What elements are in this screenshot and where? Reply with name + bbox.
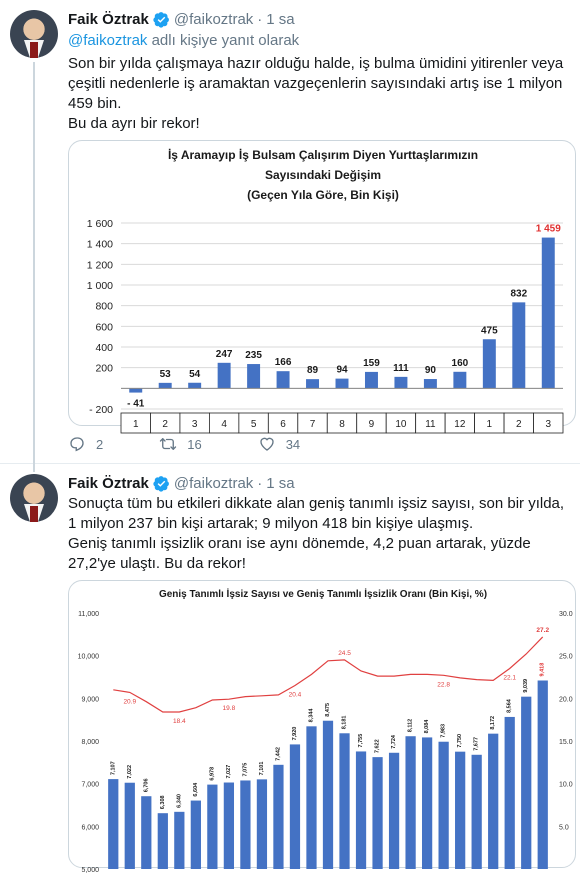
bar bbox=[372, 757, 382, 869]
bar bbox=[405, 736, 415, 869]
y-tick-label: 800 bbox=[95, 300, 113, 313]
bar-value-label: 7,755 bbox=[358, 733, 365, 748]
bar-value-label: 7,750 bbox=[457, 733, 464, 748]
bar-value-label: 8,172 bbox=[490, 715, 497, 730]
x-tick-label: 5 bbox=[250, 419, 257, 430]
bar bbox=[424, 379, 437, 388]
chart-title: Sayısındaki Değişim bbox=[264, 168, 382, 182]
x-tick-label: 9 bbox=[368, 419, 375, 430]
bar bbox=[174, 812, 184, 869]
bar-value-label: 6,308 bbox=[159, 795, 166, 810]
bar bbox=[365, 372, 378, 388]
y-left-tick-label: 7,000 bbox=[81, 781, 99, 789]
y-tick-label: 1 000 bbox=[86, 280, 113, 292]
bar-value-label: 8,344 bbox=[308, 708, 315, 723]
bar-line-chart bbox=[69, 581, 577, 874]
bar-value-label: 7,101 bbox=[258, 761, 265, 776]
data-label: 832 bbox=[510, 288, 528, 300]
y-tick-label: - 200 bbox=[89, 404, 113, 416]
bar bbox=[394, 377, 407, 388]
reply-mention[interactable]: @faikoztrak bbox=[68, 32, 148, 49]
rate-label: 22.1 bbox=[503, 674, 517, 682]
bar bbox=[422, 737, 432, 869]
tweet-header bbox=[68, 473, 295, 493]
tweet-header bbox=[68, 9, 295, 29]
x-tick-label: 10 bbox=[395, 419, 407, 430]
bar bbox=[277, 371, 290, 388]
avatar[interactable] bbox=[10, 474, 58, 522]
y-right-tick-label: 20.0 bbox=[559, 696, 573, 704]
retweet-count: 16 bbox=[187, 436, 202, 452]
y-tick-label: 400 bbox=[95, 342, 113, 354]
y-tick-label: 200 bbox=[95, 362, 113, 375]
bar-value-label: 8,112 bbox=[407, 718, 414, 733]
y-left-tick-label: 10,000 bbox=[77, 653, 99, 661]
tweet-text bbox=[68, 494, 574, 574]
media-image[interactable] bbox=[68, 580, 576, 874]
bar bbox=[224, 783, 234, 869]
y-right-tick-label: 25.0 bbox=[559, 653, 573, 661]
bar bbox=[521, 697, 531, 869]
bar bbox=[323, 721, 333, 869]
bar bbox=[158, 813, 168, 869]
bar bbox=[472, 755, 482, 869]
bar bbox=[306, 726, 316, 869]
verified-badge-icon bbox=[153, 475, 170, 492]
bar bbox=[188, 383, 201, 389]
data-label: 89 bbox=[306, 365, 319, 377]
bar-value-label: 7,107 bbox=[110, 761, 117, 776]
tweet-text bbox=[68, 54, 574, 134]
y-tick-label: 1 200 bbox=[86, 259, 113, 272]
bar bbox=[356, 751, 366, 869]
x-tick-label: 7 bbox=[309, 419, 316, 430]
rate-label: 24.5 bbox=[338, 649, 351, 657]
chart-title: İş Aramayıp İş Bulsam Çalışırım Diyen Yurttaşlarımızın bbox=[167, 148, 479, 162]
reply-count: 2 bbox=[96, 436, 104, 452]
bar-value-label: 9,039 bbox=[523, 678, 530, 693]
data-label: - 41 bbox=[127, 398, 145, 410]
rate-label: 20.9 bbox=[123, 698, 137, 706]
tweet[interactable] bbox=[0, 464, 580, 874]
bar bbox=[273, 765, 283, 869]
bar-value-label: 7,983 bbox=[440, 723, 447, 738]
bar-value-label: 6,604 bbox=[192, 782, 199, 797]
chart-title: (Geçen Yıla Göre, Bin Kişi) bbox=[247, 188, 399, 202]
x-tick-label: 4 bbox=[221, 419, 227, 430]
rate-line bbox=[113, 637, 542, 712]
bar bbox=[488, 734, 498, 869]
y-left-tick-label: 11,000 bbox=[78, 611, 99, 618]
bar bbox=[339, 733, 349, 869]
bar bbox=[336, 379, 349, 389]
reply-context bbox=[68, 32, 299, 49]
y-left-tick-label: 6,000 bbox=[81, 824, 99, 832]
author-name[interactable]: Faik Öztrak bbox=[68, 10, 149, 28]
rate-label: 22.8 bbox=[437, 681, 450, 689]
bar-chart bbox=[69, 141, 577, 430]
separator-dot: · bbox=[257, 474, 263, 492]
bar bbox=[207, 785, 217, 869]
x-tick-label: 1 bbox=[132, 419, 139, 430]
bar-value-label: 8,181 bbox=[341, 715, 348, 730]
data-label: 111 bbox=[393, 362, 409, 374]
data-label: 247 bbox=[215, 348, 233, 360]
rate-label: 27.2 bbox=[536, 626, 550, 634]
x-tick-label: 2 bbox=[162, 419, 168, 430]
bar bbox=[257, 779, 267, 869]
bar bbox=[453, 372, 466, 389]
bar bbox=[538, 680, 548, 869]
x-tick-label: 12 bbox=[454, 419, 466, 430]
x-tick-label: 8 bbox=[339, 419, 345, 430]
data-label: 475 bbox=[480, 325, 498, 337]
verified-badge-icon bbox=[153, 11, 170, 28]
bar-value-label: 7,920 bbox=[291, 726, 298, 741]
bar-value-label: 7,622 bbox=[374, 739, 381, 754]
tweet-paragraph: Son bir yılda çalışmaya hazır olduğu halde, iş bulma ümidini yitirenler veya çeşitli nedenlerle iş aramaktan vazgeçenlerin sayısındaki artış ise 1 milyon 459 bin. bbox=[68, 55, 564, 112]
y-tick-label: 600 bbox=[95, 321, 113, 334]
bar-value-label: 8,564 bbox=[506, 699, 513, 713]
retweet-button[interactable] bbox=[159, 435, 201, 453]
bar bbox=[306, 379, 319, 388]
data-label: 159 bbox=[363, 357, 380, 369]
tweet-paragraph: Bu da ayrı bir rekor! bbox=[68, 115, 200, 132]
bar bbox=[439, 742, 449, 869]
y-left-tick-label: 9,000 bbox=[81, 696, 99, 704]
y-right-tick-label: 5.0 bbox=[559, 824, 569, 832]
bar bbox=[191, 801, 201, 869]
y-left-tick-label: 8,000 bbox=[81, 739, 99, 746]
y-right-tick-label: 30.0 bbox=[559, 611, 573, 618]
bar bbox=[141, 796, 151, 869]
thread-line bbox=[33, 62, 35, 472]
rate-label: 20.4 bbox=[288, 691, 302, 699]
bar bbox=[512, 302, 525, 388]
chart-title: Geniş Tanımlı İşsiz Sayısı ve Geniş Tanımlı İşsizlik Oranı (Bin Kişi, %) bbox=[158, 589, 488, 600]
bar-value-label: 6,340 bbox=[176, 794, 183, 808]
bar bbox=[247, 364, 260, 388]
bar bbox=[240, 780, 250, 869]
tweet-time[interactable]: 1 sa bbox=[266, 474, 295, 492]
x-tick-label: 6 bbox=[280, 419, 286, 430]
data-label: 235 bbox=[245, 350, 262, 362]
bar bbox=[455, 752, 465, 869]
bar bbox=[125, 783, 135, 869]
bar bbox=[218, 363, 231, 389]
reply-icon bbox=[68, 435, 86, 453]
tweet-actions bbox=[68, 432, 356, 456]
avatar[interactable] bbox=[10, 10, 58, 58]
bar-value-label: 6,978 bbox=[209, 766, 216, 781]
y-right-tick-label: 10.0 bbox=[559, 781, 573, 789]
tweet-paragraph: Geniş tanımlı işsizlik oranı ise aynı dönemde, 4,2 puan artarak, yüzde 27,2'ye ulaştı. Bu da rekor! bbox=[68, 535, 531, 572]
data-label: 53 bbox=[159, 368, 171, 380]
data-label: 94 bbox=[336, 364, 348, 376]
heart-icon bbox=[258, 435, 276, 453]
x-tick-label: 11 bbox=[425, 419, 436, 430]
rate-label: 18.4 bbox=[173, 717, 186, 725]
bar bbox=[129, 388, 142, 392]
reply-suffix: adlı kişiye yanıt olarak bbox=[147, 32, 300, 49]
tweet-paragraph: Sonuçta tüm bu etkileri dikkate alan geniş tanımlı işsiz sayısı, son bir yılda, 1 milyon 237 bin kişi artarak; 9 milyon 418 bin kişiye ulaşmış. bbox=[68, 495, 565, 532]
y-right-tick-label: 15.0 bbox=[559, 739, 573, 746]
author-handle[interactable]: @faikoztrak bbox=[173, 10, 254, 28]
bar bbox=[159, 383, 172, 388]
author-handle[interactable]: @faikoztrak bbox=[173, 474, 254, 492]
x-tick-label: 3 bbox=[191, 419, 198, 430]
bar bbox=[483, 339, 496, 388]
bar-value-label: 6,706 bbox=[143, 778, 150, 793]
separator-dot: · bbox=[257, 10, 263, 28]
author-name[interactable]: Faik Öztrak bbox=[68, 474, 149, 492]
x-tick-label: 1 bbox=[486, 419, 493, 430]
bar bbox=[542, 238, 555, 389]
bar-value-label: 7,075 bbox=[242, 762, 249, 777]
data-label: 90 bbox=[424, 365, 436, 377]
bar-value-label: 7,442 bbox=[275, 747, 282, 761]
bar-value-label: 7,724 bbox=[391, 735, 398, 749]
x-tick-label: 3 bbox=[545, 419, 552, 430]
rate-label: 19.8 bbox=[222, 705, 236, 713]
retweet-icon bbox=[159, 435, 177, 453]
bar-value-label: 7,677 bbox=[473, 737, 480, 751]
data-label: 1 459 bbox=[535, 223, 561, 235]
like-count: 34 bbox=[285, 436, 301, 452]
data-label: 54 bbox=[189, 368, 201, 380]
y-tick-label: 1 600 bbox=[86, 218, 113, 230]
tweet-time[interactable]: 1 sa bbox=[266, 10, 295, 28]
bar bbox=[389, 753, 399, 869]
bar bbox=[505, 717, 515, 869]
reply-button[interactable] bbox=[68, 435, 103, 453]
data-label: 160 bbox=[451, 357, 469, 369]
bar-value-label: 7,027 bbox=[225, 764, 232, 779]
bar-value-label: 9,418 bbox=[539, 662, 546, 677]
bar bbox=[108, 779, 118, 869]
bar bbox=[290, 744, 300, 869]
like-button[interactable] bbox=[258, 435, 300, 453]
media-image[interactable] bbox=[68, 140, 576, 430]
x-tick-label: 2 bbox=[516, 419, 522, 430]
data-label: 166 bbox=[274, 357, 292, 369]
y-tick-label: 1 400 bbox=[86, 238, 113, 251]
y-left-tick-label: 5,000 bbox=[81, 867, 99, 874]
bar-value-label: 8,084 bbox=[424, 719, 431, 734]
bar-value-label: 8,475 bbox=[325, 702, 331, 717]
bar-value-label: 7,022 bbox=[126, 764, 133, 779]
